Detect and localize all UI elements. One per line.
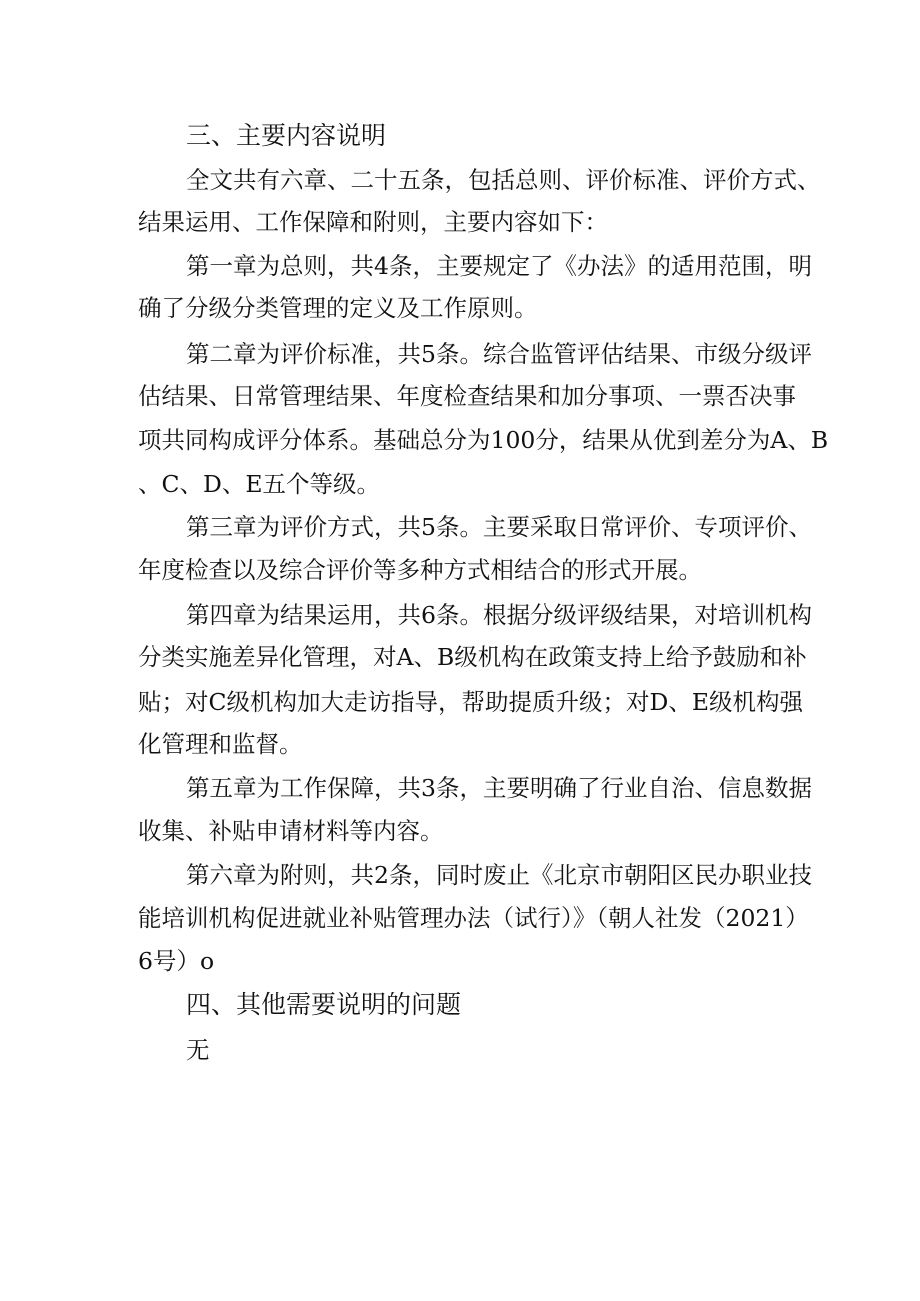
section-heading-main-content: 三、主要内容说明 (186, 121, 387, 150)
paragraph-line: 收集、补贴申请材料等内容。 (138, 817, 444, 845)
paragraph-line: 、C、D、E五个等级。 (138, 470, 380, 498)
paragraph-line: 全文共有六章、二十五条，包括总则、评价标准、评价方式、 (186, 166, 821, 194)
paragraph-line: 第一章为总则，共4条，主要规定了《办法》的适用范围，明 (186, 252, 812, 280)
paragraph-line: 贴；对C级机构加大走访指导，帮助提质升级；对D、E级机构强 (138, 688, 803, 716)
paragraph-line: 能培训机构促进就业补贴管理办法（试行）》（朝人社发（2021） (138, 904, 809, 932)
paragraph-line: 第五章为工作保障，共3条，主要明确了行业自治、信息数据 (186, 774, 812, 802)
paragraph-line: 第四章为结果运用，共6条。根据分级评级结果，对培训机构 (186, 601, 812, 629)
paragraph-line: 估结果、日常管理结果、年度检查结果和加分事项、一票否决事 (138, 382, 796, 410)
paragraph-line: 无 (186, 1036, 210, 1064)
paragraph-line: 确了分级分类管理的定义及工作原则。 (138, 294, 538, 322)
paragraph-line: 项共同构成评分体系。基础总分为100分，结果从优到差分为A、B (138, 426, 829, 454)
paragraph-line: 分类实施差异化管理，对A、B级机构在政策支持上给予鼓励和补 (138, 643, 807, 671)
paragraph-line: 第三章为评价方式，共5条。主要采取日常评价、专项评价、 (186, 513, 812, 541)
paragraph-line: 年度检查以及综合评价等多种方式相结合的形式开展。 (138, 556, 702, 584)
paragraph-line: 结果运用、工作保障和附则，主要内容如下： (138, 208, 608, 236)
section-heading-other-issues: 四、其他需要说明的问题 (186, 990, 462, 1019)
paragraph-line: 化管理和监督。 (138, 730, 303, 758)
paragraph-line: 6号）o (138, 947, 215, 975)
paragraph-line: 第二章为评价标准，共5条。综合监管评估结果、市级分级评 (186, 340, 812, 368)
paragraph-line: 第六章为附则，共2条，同时废止《北京市朝阳区民办职业技 (186, 861, 812, 889)
